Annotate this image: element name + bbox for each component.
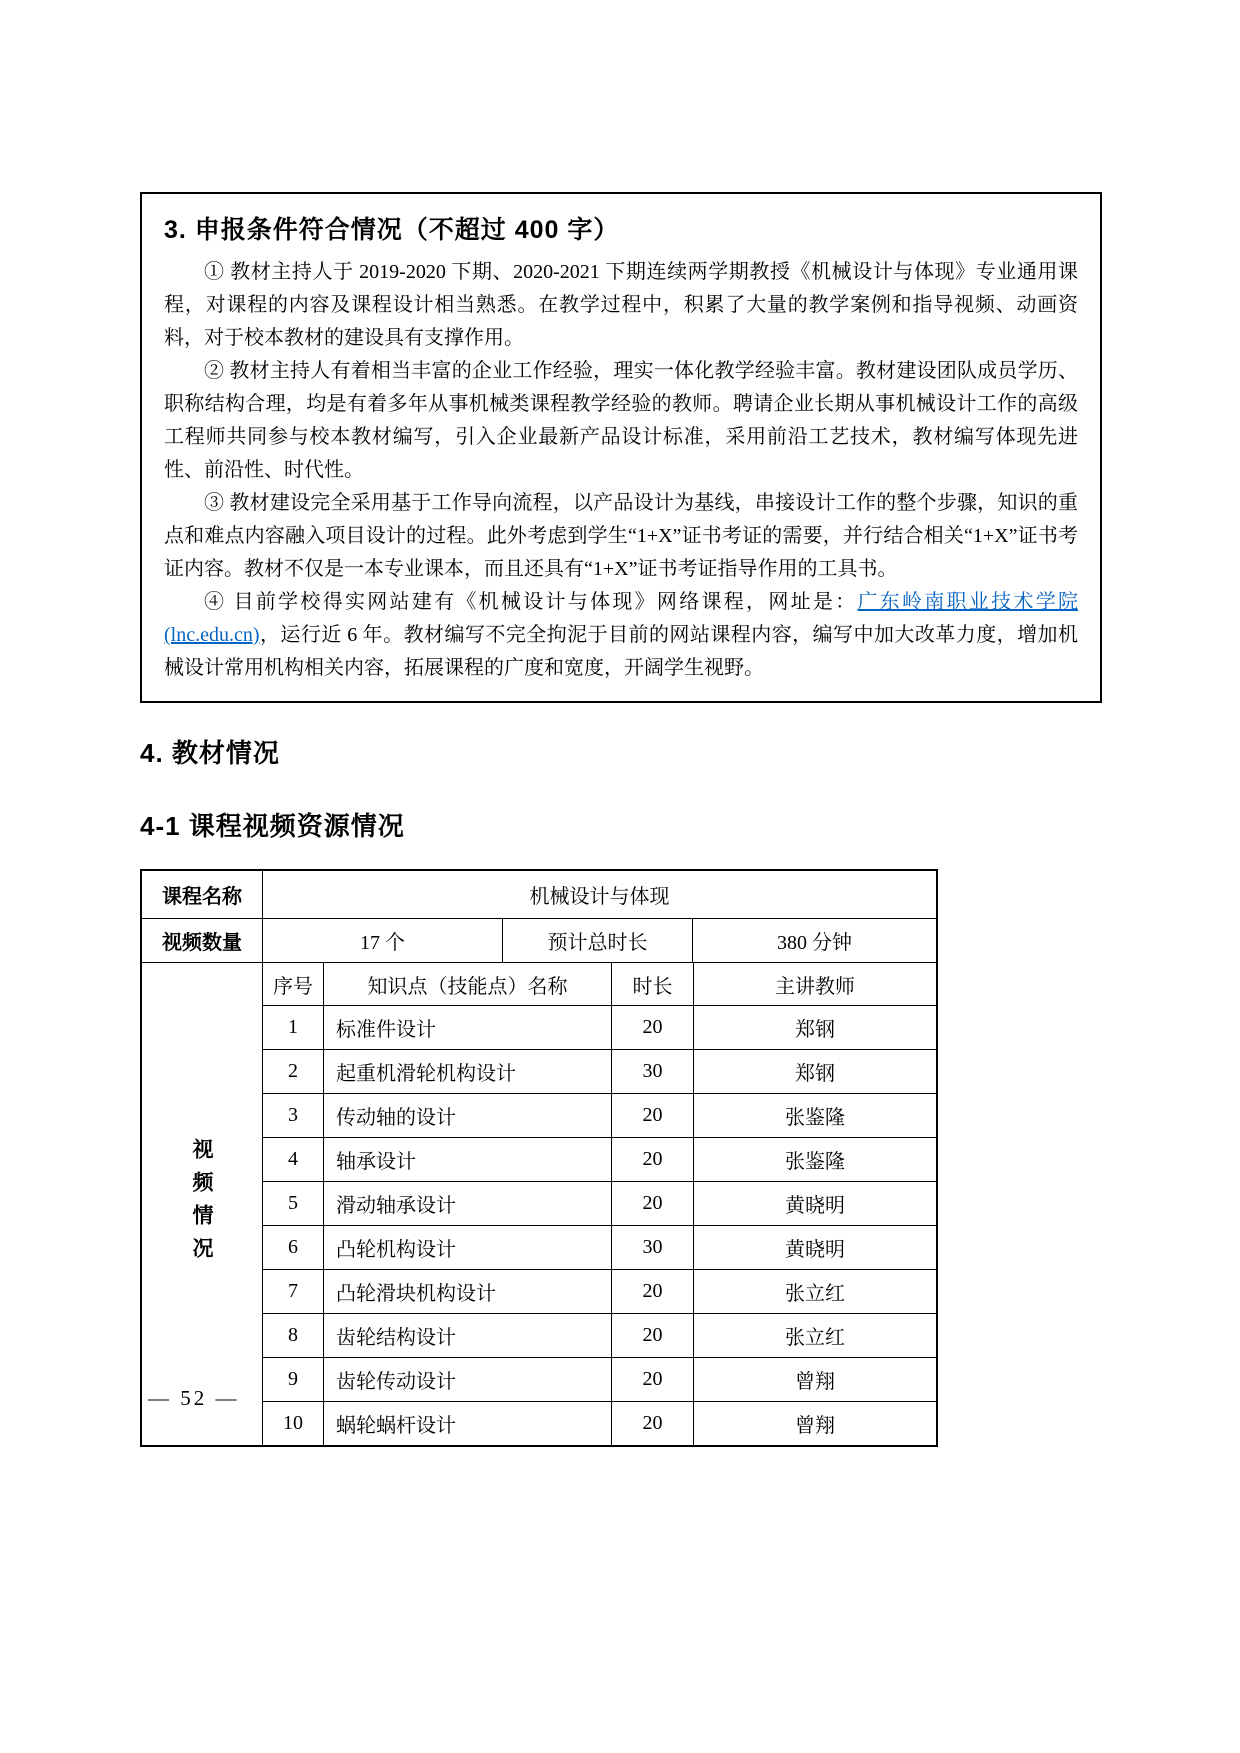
document-content bbox=[140, 192, 1102, 1447]
cell-name: 齿轮结构设计 bbox=[323, 1314, 611, 1357]
cell-name: 凸轮滑块机构设计 bbox=[323, 1270, 611, 1313]
table-row bbox=[263, 1181, 936, 1225]
section3-paragraph-3: ③ 教材建设完全采用基于工作导向流程，以产品设计为基线，串接设计工作的整个步骤，知识的重点和难点内容融入项目设计的过程。此外考虑到学生“1+X”证书考证的需要，并行结合相关“1+X”证书考证内容。教材不仅是一本专业课本，而且还具有“1+X”证书考证指导作用的工具书。 bbox=[164, 492, 1078, 580]
cell-no: 3 bbox=[288, 1104, 298, 1126]
cell-name: 传动轴的设计 bbox=[323, 1094, 611, 1137]
cell-teacher: 黄晓明 bbox=[693, 1226, 936, 1269]
table-row bbox=[263, 1093, 936, 1137]
section3-paragraph-2: ② 教材主持人有着相当丰富的企业工作经验，理实一体化教学经验丰富。教材建设团队成员学历、职称结构合理，均是有着多年从事机械类课程教学经验的教师。聘请企业长期从事机械设计工作的高级工程师共同参与校本教材编写，引入企业最新产品设计标准，采用前沿工艺技术，教材编写体现先进性、前沿性、时代性。 bbox=[164, 360, 1078, 481]
cell-no: 8 bbox=[288, 1324, 298, 1346]
section3-box bbox=[140, 192, 1102, 703]
cell-name: 蜗轮蜗杆设计 bbox=[323, 1402, 611, 1445]
cell-teacher: 黄晓明 bbox=[693, 1182, 936, 1225]
section3-paragraph-1: ① 教材主持人于 2019-2020 下期、2020-2021 下期连续两学期教授《机械设计与体现》专业通用课程，对课程的内容及课程设计相当熟悉。在教学过程中，积累了大量的教学案例和指导视频、动画资料，对于校本教材的建设具有支撑作用。 bbox=[164, 261, 1078, 349]
cell-teacher: 曾翔 bbox=[693, 1402, 936, 1445]
page-number: — 52 — bbox=[148, 1386, 240, 1410]
table-row bbox=[263, 1357, 936, 1401]
cell-teacher: 张鉴隆 bbox=[693, 1094, 936, 1137]
cell-duration: 20 bbox=[611, 1402, 693, 1445]
cell-name: 凸轮机构设计 bbox=[323, 1226, 611, 1269]
course-name-label: 课程名称 bbox=[162, 886, 242, 908]
video-section-label bbox=[142, 963, 262, 1445]
total-duration-value: 380 分钟 bbox=[692, 919, 936, 962]
table-row bbox=[263, 1225, 936, 1269]
video-list-subtable bbox=[262, 963, 936, 1445]
table-row bbox=[263, 1137, 936, 1181]
video-table-header-row bbox=[263, 963, 936, 1005]
cell-no: 1 bbox=[288, 1016, 298, 1038]
cell-teacher: 郑钢 bbox=[693, 1006, 936, 1049]
cell-duration: 20 bbox=[611, 1270, 693, 1313]
cell-name: 起重机滑轮机构设计 bbox=[323, 1050, 611, 1093]
cell-no: 2 bbox=[288, 1060, 298, 1082]
section4-1-title: 4-1 课程视频资源情况 bbox=[140, 811, 405, 841]
cell-no: 9 bbox=[288, 1368, 298, 1390]
cell-duration: 20 bbox=[611, 1314, 693, 1357]
video-count-label: 视频数量 bbox=[162, 932, 242, 954]
cell-duration: 30 bbox=[611, 1050, 693, 1093]
header-name: 知识点（技能点）名称 bbox=[323, 963, 611, 1005]
video-section-label-text: 视频情况 bbox=[190, 1138, 214, 1270]
cell-name: 标准件设计 bbox=[323, 1006, 611, 1049]
cell-duration: 20 bbox=[611, 1182, 693, 1225]
cell-duration: 20 bbox=[611, 1138, 693, 1181]
video-detail-section bbox=[142, 962, 936, 1445]
table-row bbox=[263, 1049, 936, 1093]
cell-teacher: 曾翔 bbox=[693, 1358, 936, 1401]
cell-name: 滑动轴承设计 bbox=[323, 1182, 611, 1225]
table-row bbox=[263, 1313, 936, 1357]
cell-no: 5 bbox=[288, 1192, 298, 1214]
cell-teacher: 郑钢 bbox=[693, 1050, 936, 1093]
header-duration: 时长 bbox=[611, 963, 693, 1005]
paragraph4-text-after: ，运行近 6 年。教材编写不完全拘泥于目前的网站课程内容，编写中加大改革力度，增加机械设计常用机构相关内容，拓展课程的广度和宽度，开阔学生视野。 bbox=[164, 624, 1078, 679]
header-teacher: 主讲教师 bbox=[693, 963, 936, 1005]
cell-name: 齿轮传动设计 bbox=[323, 1358, 611, 1401]
table-row bbox=[263, 1269, 936, 1313]
video-resource-table bbox=[140, 869, 938, 1447]
cell-no: 10 bbox=[283, 1412, 303, 1434]
course-name-value: 机械设计与体现 bbox=[262, 871, 936, 918]
table-row bbox=[263, 1401, 936, 1445]
table-row bbox=[263, 1005, 936, 1049]
cell-duration: 30 bbox=[611, 1226, 693, 1269]
video-count-row bbox=[142, 918, 936, 962]
cell-duration: 20 bbox=[611, 1094, 693, 1137]
total-duration-label: 预计总时长 bbox=[502, 919, 692, 962]
cell-teacher: 张立红 bbox=[693, 1270, 936, 1313]
cell-teacher: 张立红 bbox=[693, 1314, 936, 1357]
header-no: 序号 bbox=[273, 975, 313, 998]
video-count-value: 17 个 bbox=[262, 919, 502, 962]
cell-duration: 20 bbox=[611, 1006, 693, 1049]
section4-title: 4. 教材情况 bbox=[140, 738, 280, 768]
cell-name: 轴承设计 bbox=[323, 1138, 611, 1181]
cell-duration: 20 bbox=[611, 1358, 693, 1401]
section3-paragraph-4 bbox=[164, 586, 1078, 685]
course-name-row bbox=[142, 871, 936, 918]
section3-title: 3. 申报条件符合情况（不超过 400 字） bbox=[164, 216, 620, 244]
cell-no: 4 bbox=[288, 1148, 298, 1170]
cell-no: 6 bbox=[288, 1236, 298, 1258]
paragraph4-text-before: ④ 目前学校得实网站建有《机械设计与体现》网络课程，网址是： bbox=[204, 591, 858, 613]
cell-no: 7 bbox=[288, 1280, 298, 1302]
cell-teacher: 张鉴隆 bbox=[693, 1138, 936, 1181]
school-website-link[interactable]: 广东岭南职业技术学院(lnc.edu.cn) bbox=[164, 591, 1079, 646]
